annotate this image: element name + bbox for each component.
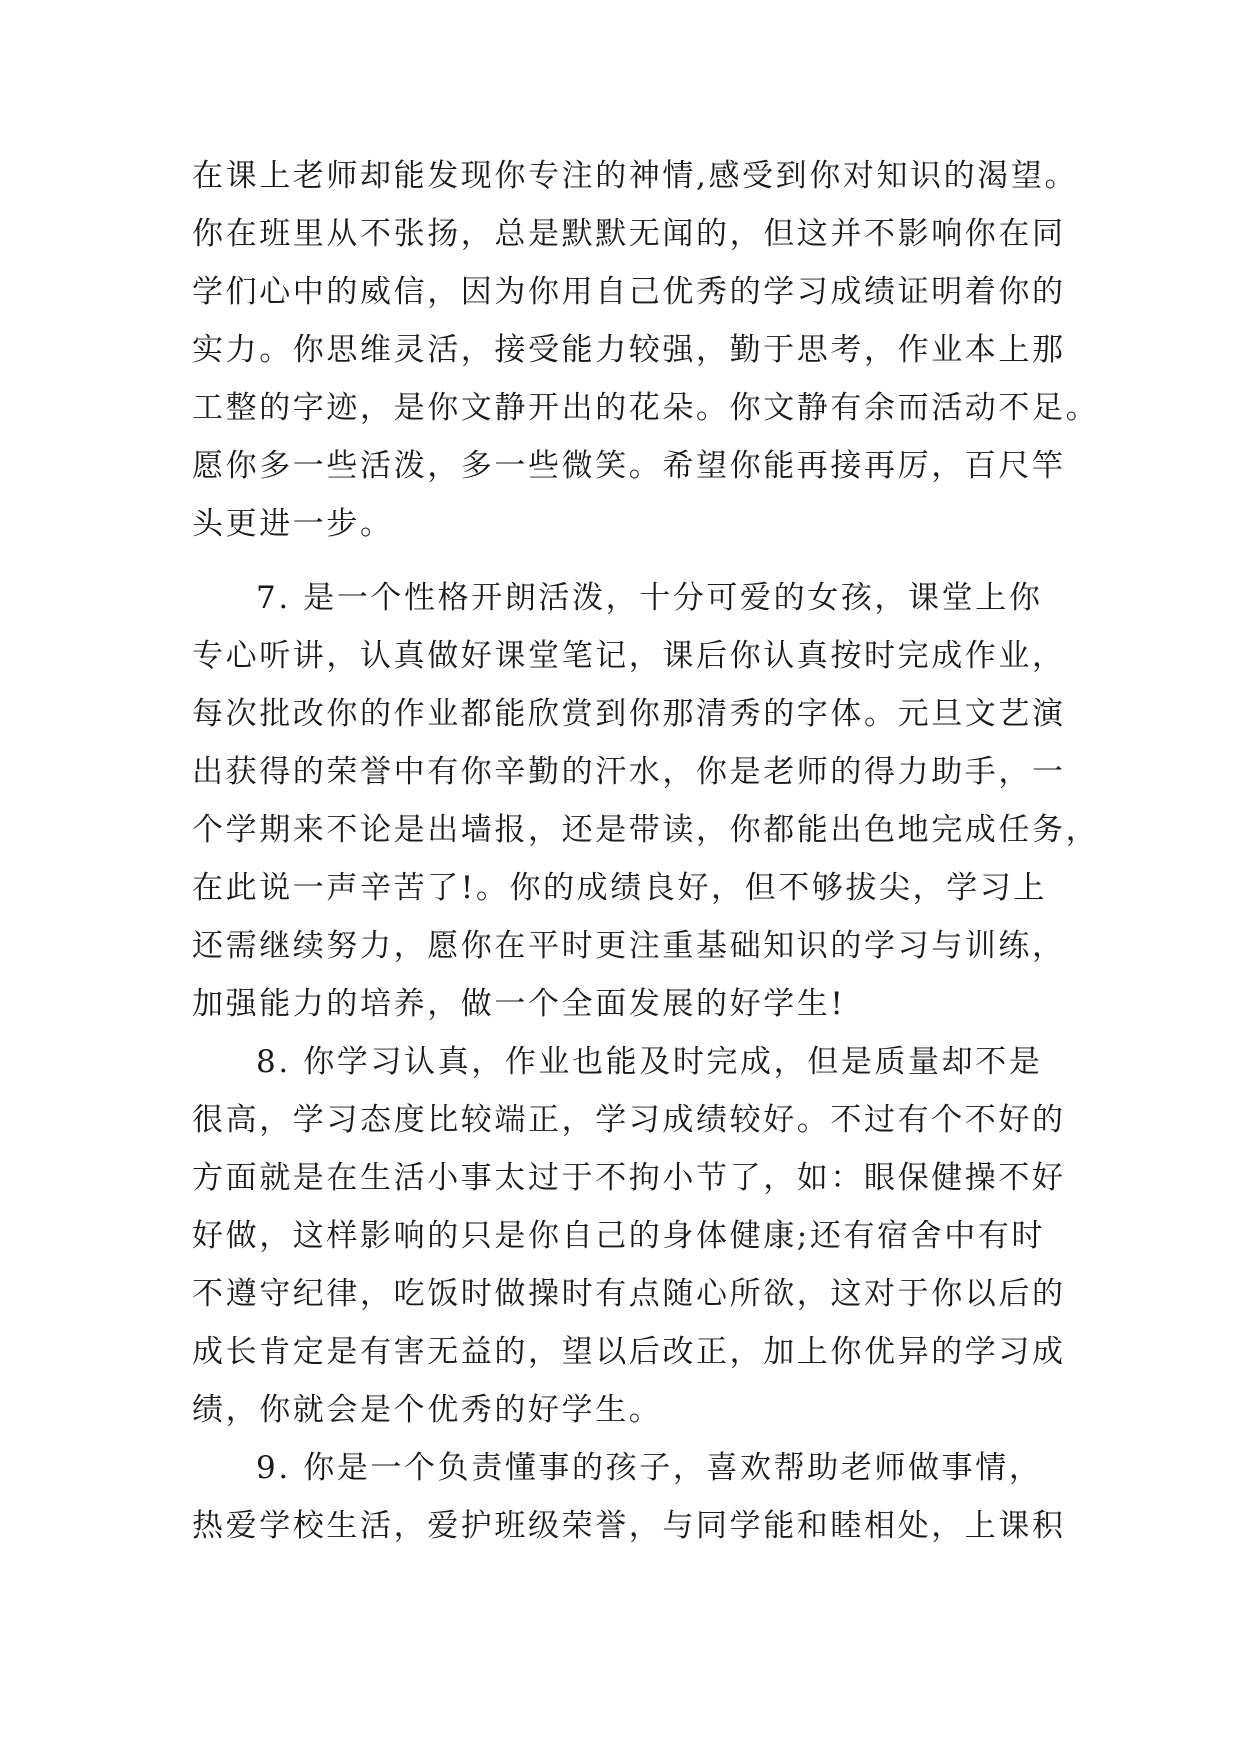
paragraph-8-first-line: 8. 你学习认真，作业也能及时完成，但是质量却不是: [256, 1044, 1043, 1080]
text-line: 工整的字迹，是你文静开出的花朵。你文静有余而活动不足。: [192, 390, 1100, 426]
paragraph-7-first-line: 7. 是一个性格开朗活泼，十分可爱的女孩，课堂上你: [256, 580, 1043, 616]
text-line: 很高，学习态度比较端正，学习成绩较好。不过有个不好的: [192, 1102, 1066, 1138]
text-line: 愿你多一些活泼，多一些微笑。希望你能再接再厉，百尺竿: [192, 448, 1066, 484]
text-line: 成长肯定是有害无益的，望以后改正，加上你优异的学习成: [192, 1334, 1066, 1370]
text-line: 热爱学校生活，爱护班级荣誉，与同学能和睦相处，上课积: [192, 1508, 1066, 1544]
text-line: 你在班里从不张扬，总是默默无闻的，但这并不影响你在同: [192, 216, 1066, 252]
text-line: 还需继续努力，愿你在平时更注重基础知识的学习与训练，: [192, 928, 1066, 964]
text-line: 头更进一步。: [192, 506, 394, 542]
text-line: 个学期来不论是出墙报，还是带读，你都能出色地完成任务，: [192, 812, 1100, 848]
text-line: 方面就是在生活小事太过于不拘小节了，如：眼保健操不好: [192, 1160, 1066, 1196]
text-line: 学们心中的威信，因为你用自己优秀的学习成绩证明着你的: [192, 274, 1066, 310]
text-line: 在课上老师却能发现你专注的神情,感受到你对知识的渴望。: [192, 158, 1079, 194]
text-line: 好做，这样影响的只是你自己的身体健康;还有宿舍中有时: [192, 1218, 1046, 1254]
text-line: 实力。你思维灵活，接受能力较强，勤于思考，作业本上那: [192, 332, 1066, 368]
text-line: 专心听讲，认真做好课堂笔记，课后你认真按时完成作业，: [192, 638, 1066, 674]
text-line: 出获得的荣誉中有你辛勤的汗水，你是老师的得力助手，一: [192, 754, 1066, 790]
text-line: 在此说一声辛苦了!。你的成绩良好，但不够拔尖，学习上: [192, 870, 1048, 906]
text-line: 绩，你就会是个优秀的好学生。: [192, 1392, 663, 1428]
text-line: 不遵守纪律，吃饭时做操时有点随心所欲，这对于你以后的: [192, 1276, 1066, 1312]
paragraph-9-first-line: 9. 你是一个负责懂事的孩子，喜欢帮助老师做事情，: [256, 1450, 1043, 1486]
text-line: 加强能力的培养，做一个全面发展的好学生!: [192, 986, 846, 1022]
text-line: 每次批改你的作业都能欣赏到你那清秀的字体。元旦文艺演: [192, 696, 1066, 732]
